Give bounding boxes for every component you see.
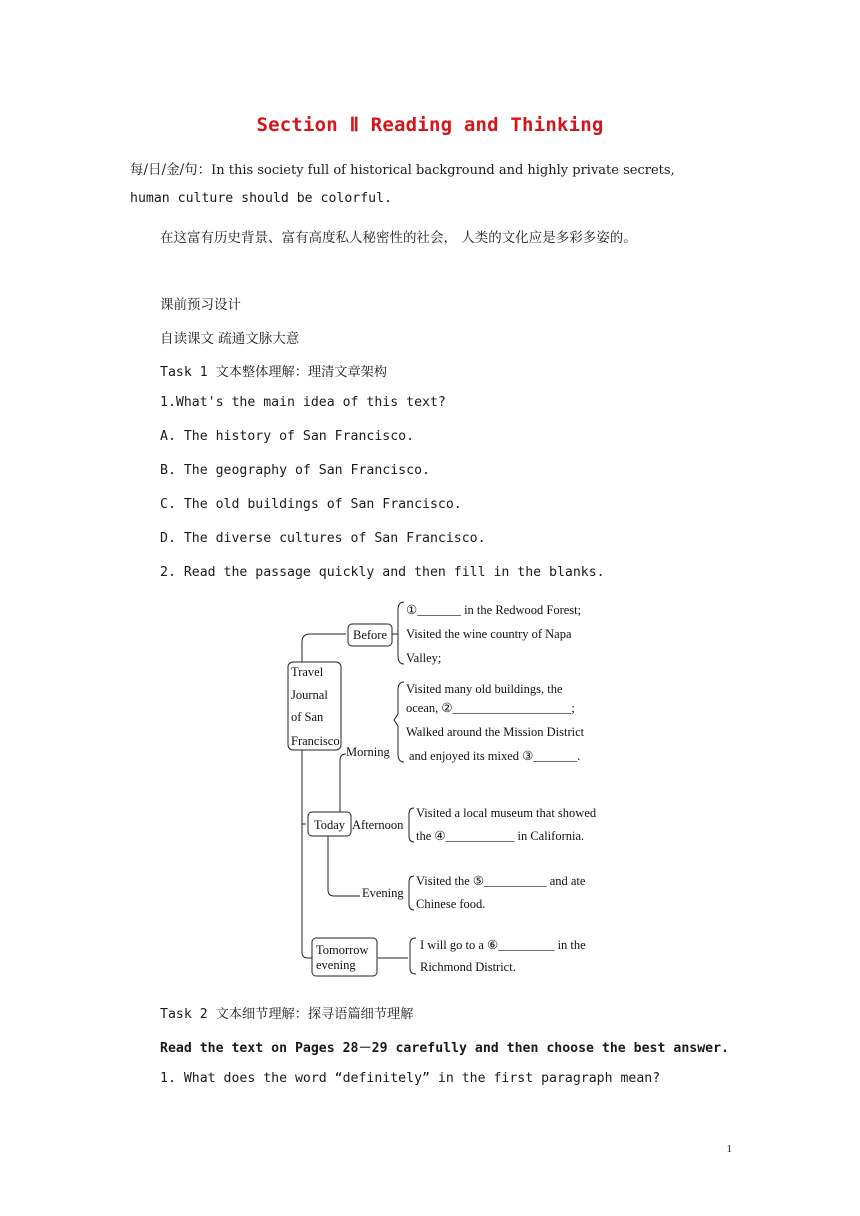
section-subheading: 自读课文 疏通文脉大意 [160,331,300,347]
tomorrow-label-2: evening [316,958,356,972]
before-connector [302,634,346,642]
task1-heading: Task 1 文本整体理解：理清文章架构 [160,365,388,380]
question-2: 2. Read the passage quickly and then fill in the blanks. [160,565,605,580]
root-label-3: of San [291,710,324,724]
root-label-2: Journal [291,688,328,702]
before-label: Before [353,628,388,642]
afternoon-line-2: the ④___________ in California. [416,829,585,843]
option-d: D. The diverse cultures of San Francisco. [160,531,486,546]
tomorrow-label-1: Tomorrow [316,943,369,957]
option-a: A. The history of San Francisco. [160,429,415,444]
morning-bracket [394,682,404,762]
tomorrow-line-2: Richmond District. [420,960,516,974]
daily-quote-text: In this society full of historical background and highly private secrets, [211,163,675,178]
option-c: C. The old buildings of San Francisco. [160,497,462,512]
root-label-1: Travel [291,665,324,679]
evening-line-2: Chinese food. [416,897,486,911]
daily-quote-prefix: 每/日/金/句： [130,162,212,178]
morning-connector [340,754,346,812]
task2-instruction: Read the text on Pages 28－29 carefully and then choose the best answer. [160,1041,729,1056]
option-b: B. The geography of San Francisco. [160,463,430,478]
before-bracket [398,602,404,664]
evening-line-1: Visited the ⑤__________ and ate [416,874,586,888]
before-line-1: ①_______ in the Redwood Forest; [406,603,582,617]
today-label: Today [314,818,346,832]
tomorrow-bracket [410,938,416,974]
question-1: 1.What's the main idea of this text? [160,395,446,410]
evening-connector [328,836,360,896]
before-line-3: Valley; [406,651,442,665]
daily-quote-translation: 在这富有历史背景、富有高度私人秘密性的社会， 人类的文化应是多彩多姿的。 [160,230,637,246]
afternoon-bracket [409,808,414,842]
afternoon-label: Afternoon [352,818,404,832]
page-title: Section Ⅱ Reading and Thinking [256,114,604,136]
root-label-4: Francisco [291,734,340,748]
daily-quote-line1 [130,158,675,178]
evening-bracket [409,876,414,910]
morning-line-2: ocean, ②___________________; [406,701,575,715]
morning-line-4: and enjoyed its mixed ③_______. [409,749,581,763]
tomorrow-line-1: I will go to a ⑥_________ in the [420,938,586,952]
travel-journal-diagram [0,590,860,990]
afternoon-line-1: Visited a local museum that showed [416,806,597,820]
morning-line-1: Visited many old buildings, the [406,682,563,696]
daily-quote-line2: human culture should be colorful. [130,191,393,206]
task2-question-1: 1. What does the word “definitely” in the first paragraph mean? [160,1071,661,1086]
task2-heading: Task 2 文本细节理解：探寻语篇细节理解 [160,1007,414,1022]
before-line-2: Visited the wine country of Napa [406,627,572,641]
page-number: 1 [726,1143,732,1155]
morning-line-3: Walked around the Mission District [406,725,585,739]
evening-label: Evening [362,886,404,900]
section-heading: 课前预习设计 [160,297,241,313]
morning-label: Morning [346,745,390,759]
